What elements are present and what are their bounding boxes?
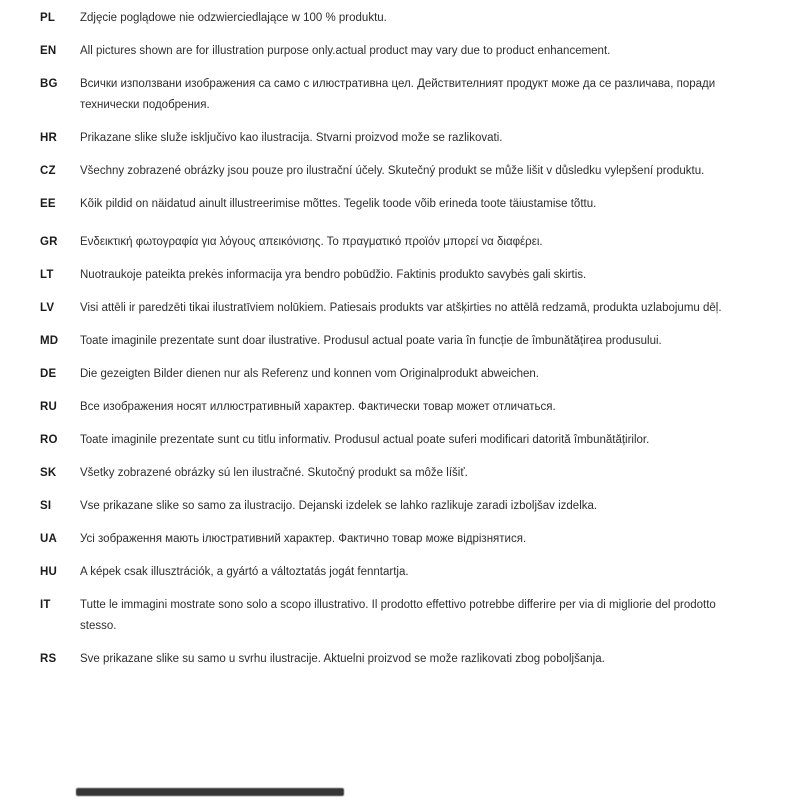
- language-code: SK: [40, 467, 57, 479]
- disclaimer-row: [40, 265, 770, 286]
- disclaimer-row: [40, 562, 770, 583]
- language-code: EE: [40, 198, 56, 210]
- language-code: EN: [40, 45, 57, 57]
- disclaimer-text: Tutte le immagini mostrate sono solo a scopo illustrativo. Il prodotto effettivo potrebbe differire per via di migliorie del prodotto stesso.: [80, 599, 716, 632]
- disclaimer-text: Всички използвани изображения са само с илюстративна цел. Действителният продукт може да се различава, поради технически подобрения.: [80, 78, 716, 111]
- disclaimer-text: Visi attēli ir paredzēti tikai ilustratīviem nolūkiem. Patiesais produkts var atšķirties no attēlā redzamā, produkta uzlabojumu dēļ.: [80, 302, 722, 314]
- disclaimer-text: Ενδεικτική φωτογραφία για λόγους απεικόνισης. Το πραγματικό προϊόν μπορεί να διαφέρει.: [80, 236, 543, 248]
- language-code: CZ: [40, 165, 56, 177]
- language-code: RU: [40, 401, 58, 413]
- disclaimer-text: A képek csak illusztrációk, a gyártó a változtatás jogát fenntartja.: [80, 566, 409, 578]
- disclaimer-row: [40, 232, 770, 253]
- disclaimer-row: [40, 128, 770, 149]
- disclaimer-row: [40, 496, 770, 517]
- language-code: HR: [40, 132, 58, 144]
- disclaimer-row: [40, 41, 770, 62]
- disclaimer-text: Všetky zobrazené obrázky sú len ilustračné. Skutočný produkt sa môže líšiť.: [80, 467, 468, 479]
- language-code: BG: [40, 78, 58, 90]
- language-code: MD: [40, 335, 59, 347]
- disclaimer-text: Toate imaginile prezentate sunt cu titlu informativ. Produsul actual poate suferi modificari datorită îmbunătățirilor.: [80, 434, 650, 446]
- disclaimer-row: [40, 529, 770, 550]
- disclaimer-text: Prikazane slike služe isključivo kao ilustracija. Stvarni proizvod može se razlikovati.: [80, 132, 503, 144]
- disclaimer-text: Все изображения носят иллюстративный характер. Фактически товар может отличаться.: [80, 401, 556, 413]
- disclaimer-text: Kõik pildid on näidatud ainult illustreerimise mõttes. Tegelik toode võib erineda toote täiustamise tõttu.: [80, 198, 597, 210]
- disclaimer-text: Sve prikazane slike su samo u svrhu ilustracije. Aktuelni proizvod se može razlikovati zbog poboljšanja.: [80, 653, 605, 665]
- language-code: LT: [40, 269, 54, 281]
- language-code: RS: [40, 653, 57, 665]
- language-code: LV: [40, 302, 55, 314]
- disclaimer-text: Die gezeigten Bilder dienen nur als Referenz und konnen vom Originalprodukt abweichen.: [80, 368, 540, 380]
- disclaimer-text: Vse prikazane slike so samo za ilustracijo. Dejanski izdelek se lahko razlikuje zaradi izboljšav izdelka.: [80, 500, 598, 512]
- language-code: DE: [40, 368, 57, 380]
- disclaimer-list: [40, 8, 770, 670]
- language-code: PL: [40, 12, 56, 24]
- disclaimer-row: [40, 595, 770, 637]
- language-code: RO: [40, 434, 58, 446]
- disclaimer-row: [40, 74, 770, 116]
- disclaimer-row: [40, 331, 770, 352]
- disclaimer-row: [40, 8, 770, 29]
- language-code: IT: [40, 599, 51, 611]
- language-code: SI: [40, 500, 52, 512]
- disclaimer-text: Všechny zobrazené obrázky jsou pouze pro ilustrační účely. Skutečný produkt se může lišit v důsledku vylepšení produktu.: [80, 165, 705, 177]
- disclaimer-row: [40, 463, 770, 484]
- redaction-bar: [76, 788, 344, 796]
- language-code: GR: [40, 236, 58, 248]
- language-code: UA: [40, 533, 58, 545]
- disclaimer-row: [40, 194, 770, 215]
- language-code: HU: [40, 566, 58, 578]
- disclaimer-text: Nuotraukoje pateikta prekės informacija yra bendro pobūdžio. Faktinis produkto savybės gali skirtis.: [80, 269, 587, 281]
- disclaimer-row: [40, 364, 770, 385]
- disclaimer-text: Toate imaginile prezentate sunt doar ilustrative. Produsul actual poate varia în funcție de îmbunătățirea produsului.: [80, 335, 662, 347]
- disclaimer-row: [40, 161, 770, 182]
- disclaimer-row: [40, 649, 770, 670]
- disclaimer-text: Усі зображення мають ілюстративний характер. Фактично товар може відрізнятися.: [80, 533, 527, 545]
- disclaimer-text: Zdjęcie poglądowe nie odzwierciedlające w 100 % produktu.: [80, 12, 387, 24]
- disclaimer-row: [40, 430, 770, 451]
- disclaimer-row: [40, 298, 770, 319]
- disclaimer-row: [40, 397, 770, 418]
- disclaimer-text: All pictures shown are for illustration purpose only.actual product may vary due to product enhancement.: [80, 45, 611, 57]
